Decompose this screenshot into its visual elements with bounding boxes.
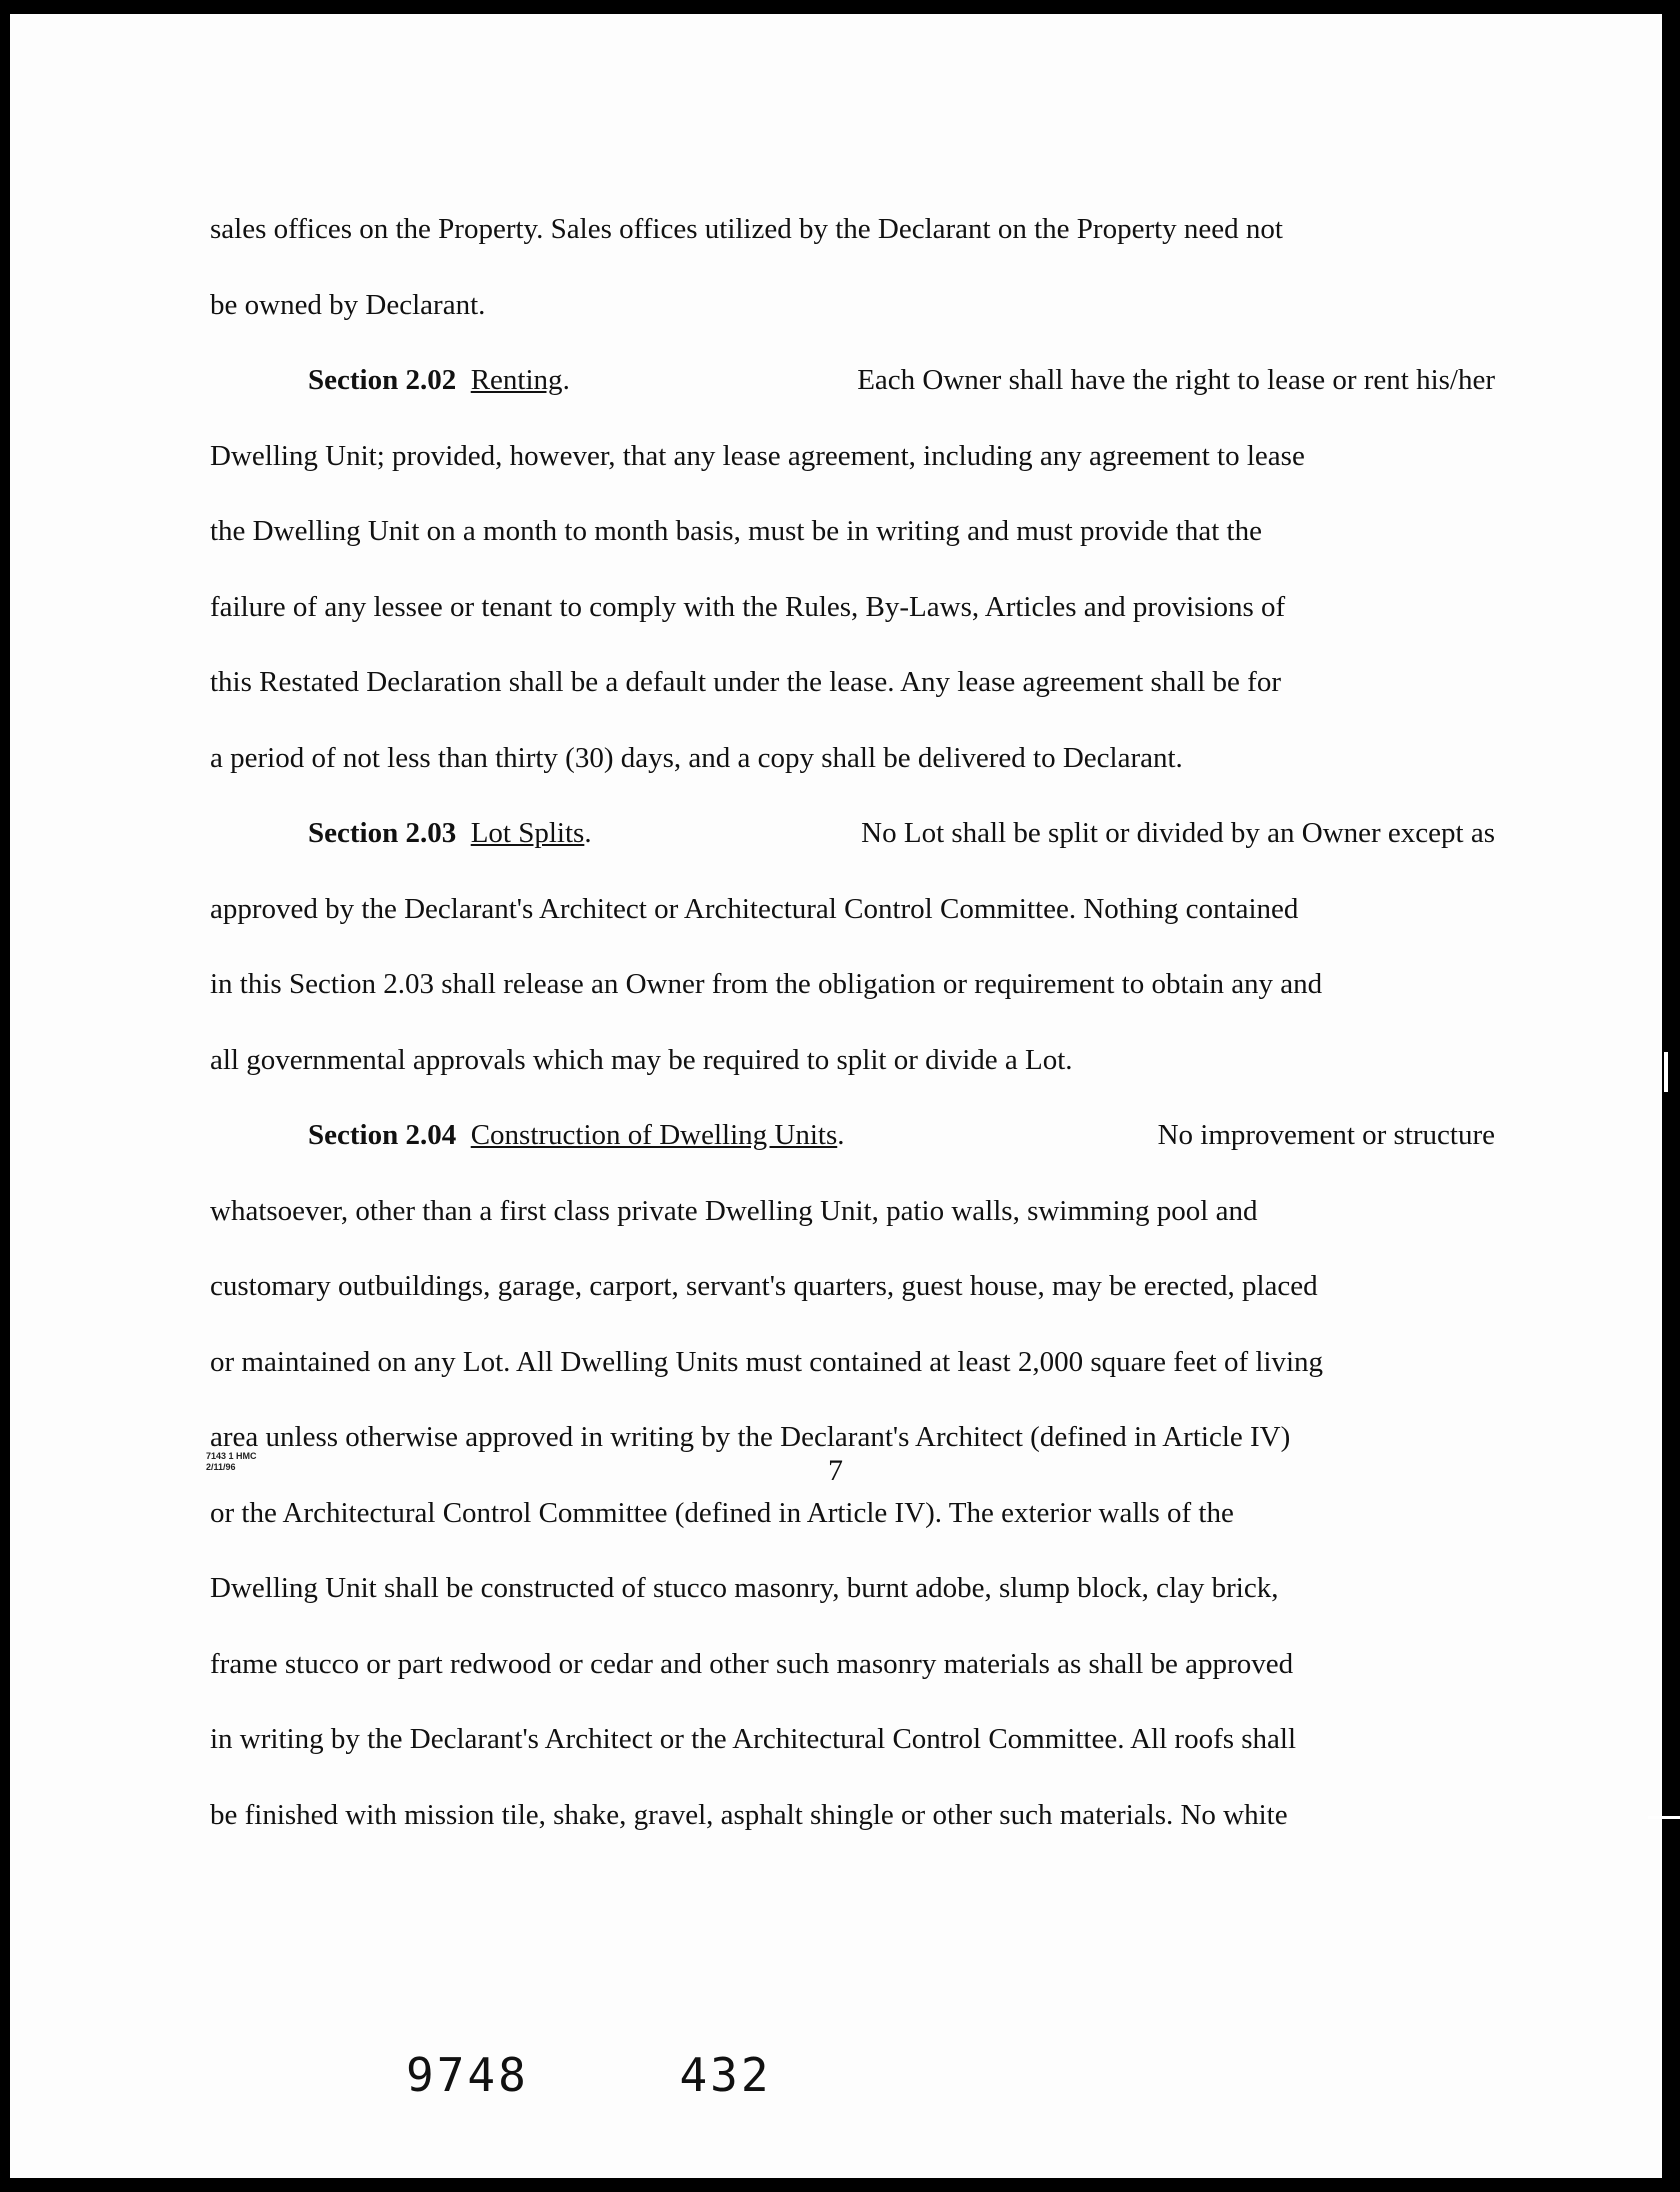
text-line [210, 570, 1495, 646]
page-number: 7 [828, 1454, 843, 1487]
line-text: sales offices on the Property. Sales offices utilized by the Declarant on the Property need not [210, 213, 1283, 245]
text-line [210, 192, 1495, 268]
text-line [210, 1778, 1495, 1854]
line-text: in writing by the Declarant's Architect or the Architectural Control Committee. All roofs shall [210, 1723, 1297, 1755]
line-text: or the Architectural Control Committee (defined in Article IV). The exterior walls of the [210, 1496, 1234, 1529]
text-line [210, 1325, 1495, 1401]
section-label: Section 2.04 [308, 1119, 457, 1151]
text-line [210, 1174, 1495, 1250]
text-line [210, 419, 1495, 495]
scan-edge-mark [1648, 1816, 1680, 1819]
text-line [210, 494, 1495, 570]
line-text: all governmental approvals which may be required to split or divide a Lot. [210, 1043, 1073, 1076]
text-line [210, 1551, 1495, 1627]
line-text: be finished with mission tile, shake, gravel, asphalt shingle or other such materials. No white [210, 1798, 1288, 1831]
scan-edge-mark [1664, 1052, 1668, 1092]
line-text: frame stucco or part redwood or cedar and other such masonry materials as shall be approved [210, 1647, 1294, 1680]
line-text: in this Section 2.03 shall release an Owner from the obligation or requirement to obtain any and [210, 968, 1323, 1000]
section-label: Section 2.02 [308, 364, 457, 396]
line-text: be owned by Declarant. [210, 288, 486, 321]
document-code-line: 7143 1 HMC [206, 1451, 257, 1461]
document-page [10, 14, 1662, 2178]
book-number: 9748 [406, 2048, 529, 2102]
line-text: or maintained on any Lot. All Dwelling Units must contained at least 2,000 square feet of living [210, 1345, 1324, 1378]
line-text: whatsoever, other than a first class private Dwelling Unit, patio walls, swimming pool and [210, 1194, 1258, 1227]
section-heading-line: Section 2.03 Lot Splits. No Lot shall be split or divided by an Owner except as [210, 796, 1495, 872]
line-text: approved by the Declarant's Architect or Architectural Control Committee. Nothing contained [210, 892, 1299, 925]
line-text: this Restated Declaration shall be a default under the lease. Any lease agreement shall be for [210, 666, 1281, 698]
document-code [206, 1451, 257, 1473]
recording-stamp [406, 2048, 772, 2102]
text-line [210, 721, 1495, 797]
section-heading-line: Section 2.04 Construction of Dwelling Units. No improvement or structure [210, 1098, 1495, 1174]
text-line [210, 645, 1495, 721]
line-text: the Dwelling Unit on a month to month basis, must be in writing and must provide that the [210, 515, 1262, 547]
text-line [210, 1249, 1495, 1325]
line-text: a period of not less than thirty (30) days, and a copy shall be delivered to Declarant. [210, 741, 1183, 774]
document-body [210, 192, 1495, 1853]
line-text: area unless otherwise approved in writing by the Declarant's Architect (defined in Article IV) [210, 1421, 1291, 1453]
text-line [210, 1627, 1495, 1703]
line-text: customary outbuildings, garage, carport, servant's quarters, guest house, may be erected, placed [210, 1270, 1318, 1302]
section-title: Construction of Dwelling Units [470, 1119, 838, 1151]
line-text: Each Owner shall have the right to lease or rent his/her [857, 364, 1495, 396]
section-title: Renting [470, 364, 563, 396]
line-text: No Lot shall be split or divided by an Owner except as [861, 817, 1495, 849]
section-label: Section 2.03 [308, 817, 457, 849]
text-line [210, 947, 1495, 1023]
line-text: Dwelling Unit; provided, however, that any lease agreement, including any agreement to lease [210, 439, 1305, 472]
text-line [210, 872, 1495, 948]
section-heading-line: Section 2.02 Renting. Each Owner shall have the right to lease or rent his/her [210, 343, 1495, 419]
line-text: No improvement or structure [1157, 1119, 1495, 1151]
text-line [210, 1476, 1495, 1552]
document-code-line: 2/11/96 [206, 1462, 236, 1472]
text-line [210, 1702, 1495, 1778]
section-title: Lot Splits [470, 817, 585, 849]
text-line [210, 268, 1495, 344]
text-line [210, 1023, 1495, 1099]
line-text: failure of any lessee or tenant to comply with the Rules, By-Laws, Articles and provisions of [210, 590, 1286, 623]
page-reference-number: 432 [679, 2048, 772, 2102]
line-text: Dwelling Unit shall be constructed of stucco masonry, burnt adobe, slump block, clay brick, [210, 1572, 1279, 1604]
text-line [210, 1400, 1495, 1476]
